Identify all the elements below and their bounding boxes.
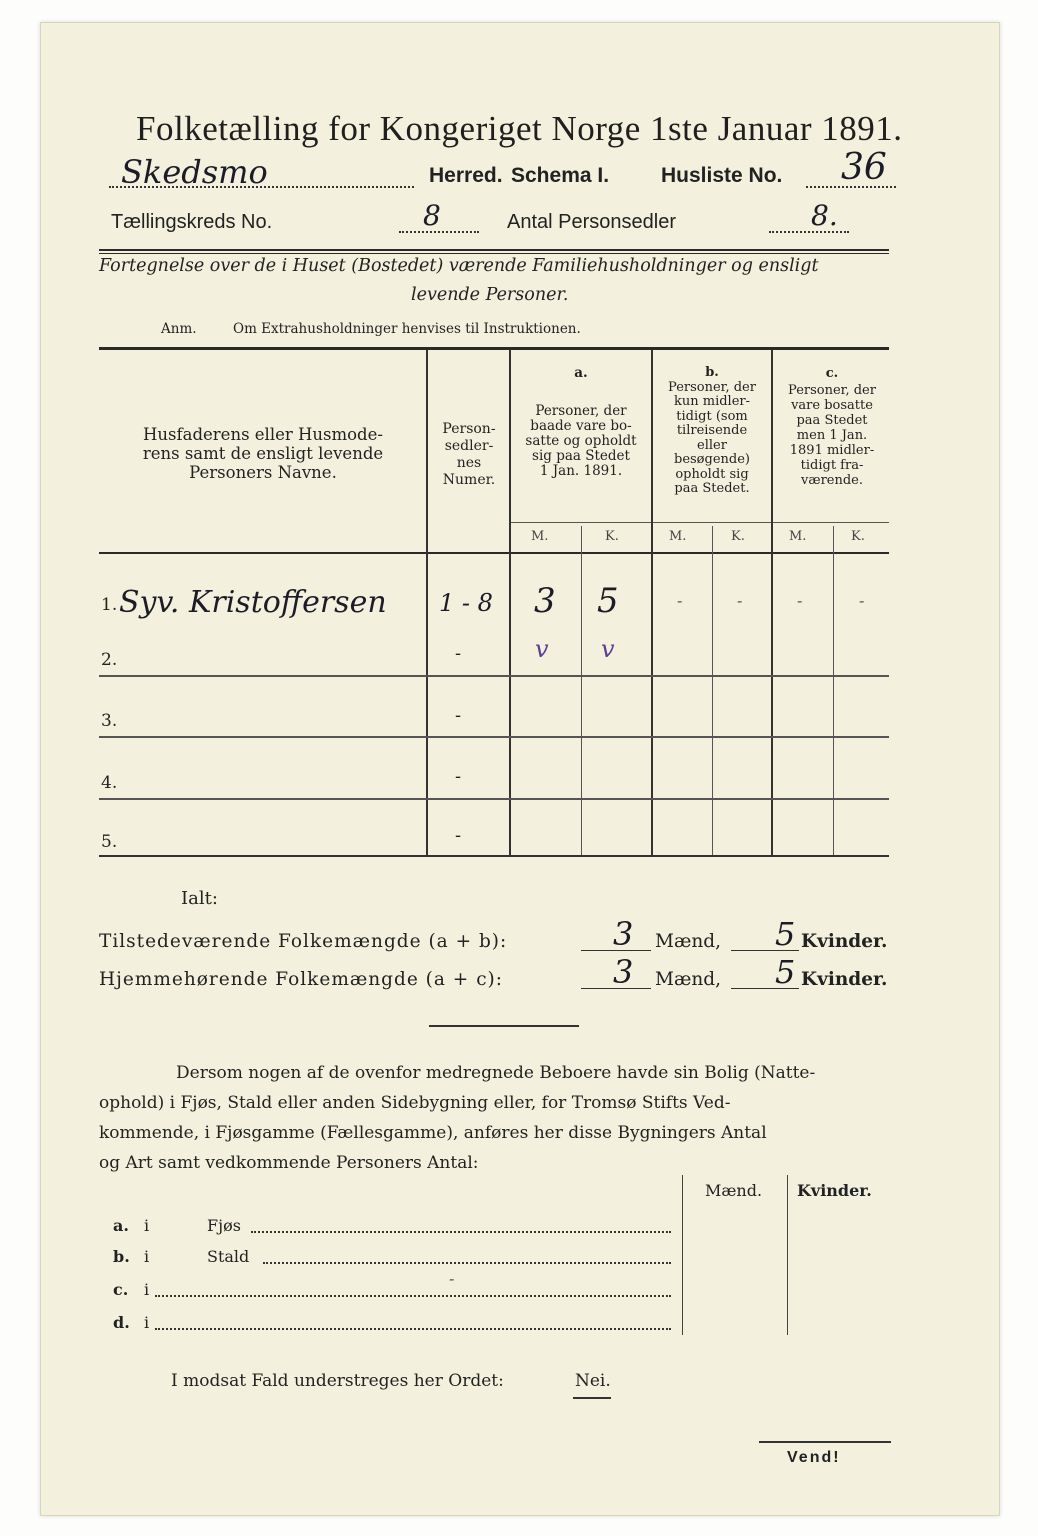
building-b-letter: b. bbox=[113, 1247, 130, 1266]
col-header-names: Husfaderens eller Husmode- rens samt de ensligt levende Personers Navne. bbox=[142, 425, 384, 482]
col-header-c: c. Personer, der vare bosatte paa Stedet men 1 Jan. 1891 midler- tidigt fra- værende. bbox=[788, 366, 876, 488]
herred-dotline bbox=[109, 186, 414, 188]
col-sep-names bbox=[426, 350, 428, 856]
row-1-name: Syv. Kristoffersen bbox=[119, 585, 387, 620]
building-d-letter: d. bbox=[113, 1313, 130, 1332]
header-rule-1 bbox=[99, 249, 889, 251]
row-1-c-k: - bbox=[859, 591, 865, 610]
row-4-numer: - bbox=[455, 766, 462, 787]
building-c-dotline bbox=[155, 1295, 671, 1297]
building-b-dotline bbox=[263, 1262, 671, 1264]
tilstede-kvinder-word: Kvinder. bbox=[801, 931, 888, 952]
col-header-b: b. Personer, der kun midler- tidigt (som tilreisende eller besøgende) opholdt sig paa Stedet. bbox=[668, 365, 756, 496]
form-title: Folketælling for Kongeriget Norge 1ste Januar 1891. bbox=[136, 109, 903, 148]
intro-line-1: Fortegnelse over de i Huset (Bostedet) værende Familiehusholdninger og ensligt bbox=[99, 256, 819, 276]
tilstede-label: Tilstedeværende Folkemængde (a + b): bbox=[99, 931, 508, 952]
buildings-para-line-1: Dersom nogen af de ovenfor medregnede Beboere havde sin Bolig (Natte- bbox=[176, 1063, 816, 1083]
row-3-num: 3. bbox=[101, 711, 118, 731]
intro-line-2: levende Personer. bbox=[411, 285, 569, 305]
row-5-numer: - bbox=[455, 825, 462, 846]
census-form-sheet bbox=[40, 22, 1000, 1516]
row-3-numer: - bbox=[455, 705, 462, 726]
row-4-num: 4. bbox=[101, 773, 118, 793]
antal-value: 8. bbox=[811, 199, 838, 232]
building-a-letter: a. bbox=[113, 1216, 129, 1235]
building-a-dotline bbox=[251, 1231, 671, 1233]
row-1-b-m: - bbox=[677, 591, 683, 610]
building-b-label: Stald bbox=[207, 1247, 250, 1266]
b-m-label: M. bbox=[669, 529, 687, 544]
building-b-i: i bbox=[144, 1247, 150, 1266]
a-k-label: K. bbox=[605, 529, 619, 544]
vend-text: Vend! bbox=[787, 1449, 841, 1466]
anm-label: Anm. bbox=[161, 321, 197, 337]
b-k-label: K. bbox=[731, 529, 745, 544]
row-1-a-m: 3 bbox=[534, 581, 556, 621]
col-sep-b-mk bbox=[712, 526, 713, 856]
buildings-kvinder-header: Kvinder. bbox=[797, 1181, 872, 1200]
hjemme-kvinder-word: Kvinder. bbox=[801, 969, 888, 990]
col-header-numer: Person- sedler- nes Numer. bbox=[442, 421, 496, 488]
a-m-label: M. bbox=[531, 529, 549, 544]
col-header-a: a. Personer, der baade vare bo- satte og opholdt sig paa Stedet 1 Jan. 1891. bbox=[525, 365, 637, 479]
hjemme-maend-word: Mænd, bbox=[655, 969, 721, 990]
buildings-col-sep-2 bbox=[787, 1175, 788, 1335]
buildings-para-line-3: kommende, i Fjøsgamme (Fællesgamme), anføres her disse Bygningers Antal bbox=[99, 1123, 767, 1143]
buildings-maend-header: Mænd. bbox=[705, 1181, 763, 1200]
row-1-a-k: 5 bbox=[597, 581, 619, 621]
c-k-label: K. bbox=[851, 529, 865, 544]
buildings-para-line-4: og Art samt vedkommende Personers Antal: bbox=[99, 1153, 479, 1173]
row-line-2 bbox=[99, 736, 889, 738]
nei-underline bbox=[573, 1397, 611, 1399]
tilstede-maend-value: 3 bbox=[613, 915, 634, 953]
herred-value: Skedsmo bbox=[121, 153, 268, 191]
building-c-i: i bbox=[144, 1280, 150, 1299]
header-rule-2 bbox=[99, 253, 889, 254]
row-5-num: 5. bbox=[101, 832, 118, 852]
row-1-num: 1. bbox=[101, 595, 118, 615]
schema-label: Schema I. bbox=[511, 164, 610, 187]
anm-text: Om Extrahusholdninger henvises til Instruktionen. bbox=[233, 321, 581, 337]
building-d-i: i bbox=[144, 1313, 150, 1332]
row-2-a-k-checkmark: v bbox=[601, 635, 615, 663]
col-sep-a-mk bbox=[581, 526, 582, 856]
ialt-label: Ialt: bbox=[181, 888, 218, 909]
table-bottom-rule bbox=[99, 855, 889, 857]
building-a-label: Fjøs bbox=[207, 1216, 241, 1235]
nei-word: Nei. bbox=[575, 1371, 611, 1391]
col-sep-c-mk bbox=[833, 526, 834, 856]
section-divider bbox=[429, 1025, 579, 1027]
row-1-b-k: - bbox=[737, 591, 743, 610]
hjemme-maend-value: 3 bbox=[613, 953, 634, 991]
tilstede-maend-word: Mænd, bbox=[655, 931, 721, 952]
row-2-numer: - bbox=[455, 643, 462, 664]
tilstede-kvinder-value: 5 bbox=[775, 915, 796, 953]
c-m-label: M. bbox=[789, 529, 807, 544]
mk-top-rule bbox=[511, 522, 889, 523]
hjemme-kvinder-value: 5 bbox=[775, 953, 796, 991]
building-c-mark: - bbox=[449, 1269, 455, 1288]
row-line-1 bbox=[99, 675, 889, 677]
building-a-i: i bbox=[144, 1216, 150, 1235]
kreds-value: 8 bbox=[423, 199, 441, 232]
antal-label: Antal Personsedler bbox=[507, 211, 676, 233]
row-1-numer: 1 - 8 bbox=[439, 589, 493, 617]
vend-rule bbox=[759, 1441, 891, 1443]
row-2-num: 2. bbox=[101, 650, 118, 670]
buildings-col-sep-1 bbox=[682, 1175, 683, 1335]
buildings-para-line-2: ophold) i Fjøs, Stald eller anden Sidebygning eller, for Tromsø Stifts Ved- bbox=[99, 1093, 731, 1113]
building-c-letter: c. bbox=[113, 1280, 129, 1299]
modsat-text: I modsat Fald understreges her Ordet: bbox=[171, 1371, 504, 1391]
husliste-label: Husliste No. bbox=[661, 164, 783, 187]
kreds-label: Tællingskreds No. bbox=[111, 211, 273, 233]
herred-label: Herred. bbox=[429, 164, 503, 187]
building-d-dotline bbox=[155, 1328, 671, 1330]
hjemme-label: Hjemmehørende Folkemængde (a + c): bbox=[99, 969, 503, 990]
row-2-a-m-checkmark: v bbox=[535, 635, 549, 663]
row-line-3 bbox=[99, 798, 889, 800]
husliste-value: 36 bbox=[841, 147, 887, 188]
row-1-c-m: - bbox=[797, 591, 803, 610]
